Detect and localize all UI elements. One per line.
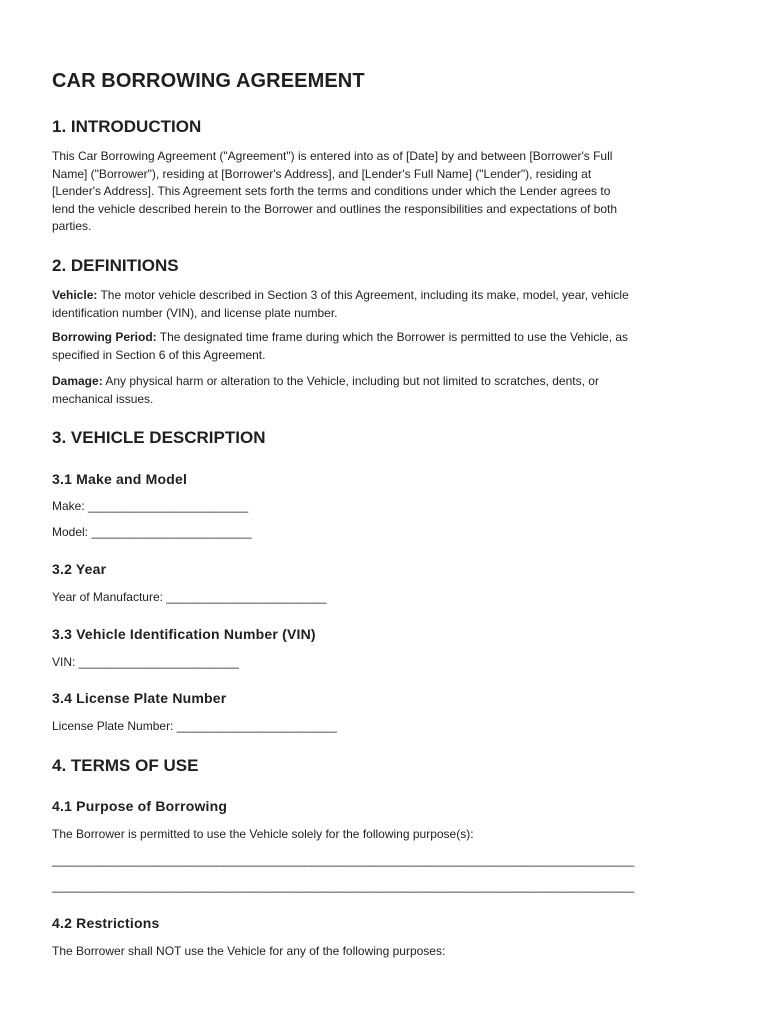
year-field[interactable]: Year of Manufacture: ________________________ xyxy=(52,590,327,604)
definition-vehicle xyxy=(52,287,720,322)
definition-term: Vehicle: xyxy=(52,288,98,302)
definition-text: Any physical harm or alteration to the Vehicle, including but not limited to scratches, dents, or xyxy=(102,374,599,388)
definition-text: identification number (VIN), and license plate number. xyxy=(52,305,338,320)
restrictions-text: The Borrower shall NOT use the Vehicle for any of the following purposes: xyxy=(52,944,446,958)
subheading-license-plate: 3.4 License Plate Number xyxy=(52,690,227,706)
subheading-vin: 3.3 Vehicle Identification Number (VIN) xyxy=(52,626,316,642)
section-heading-introduction: 1. INTRODUCTION xyxy=(52,117,202,136)
section-heading-vehicle-description: 3. VEHICLE DESCRIPTION xyxy=(52,428,266,447)
definition-damage xyxy=(52,373,720,408)
section-heading-definitions: 2. DEFINITIONS xyxy=(52,256,179,275)
purpose-blank-line[interactable]: ____________________________________________________________________________________________ xyxy=(52,879,634,893)
introduction-line: This Car Borrowing Agreement ("Agreement") is entered into as of [Date] by and between [Borrower's Full xyxy=(52,149,613,163)
introduction-line: lend the vehicle described herein to the Borrower and outlines the responsibilities and expectations of both xyxy=(52,201,618,216)
subheading-restrictions: 4.2 Restrictions xyxy=(52,915,160,931)
vin-field[interactable]: VIN: ________________________ xyxy=(52,655,239,669)
purpose-blank-line[interactable]: ____________________________________________________________________________________________ xyxy=(52,853,634,867)
license-plate-field[interactable]: License Plate Number: ________________________ xyxy=(52,719,337,733)
definition-term: Damage: xyxy=(52,374,103,388)
introduction-line: Name] ("Borrower"), residing at [Borrower's Address], and [Lender's Full Name] ("Lender"), residing at xyxy=(52,166,592,181)
make-field[interactable]: Make: ________________________ xyxy=(52,499,249,513)
definition-term: Borrowing Period: xyxy=(52,330,157,344)
purpose-text: The Borrower is permitted to use the Vehicle solely for the following purpose(s): xyxy=(52,827,474,841)
definition-text: The motor vehicle described in Section 3 of this Agreement, including its make, model, year, vehicle xyxy=(97,288,629,302)
section-heading-terms-of-use: 4. TERMS OF USE xyxy=(52,756,199,775)
subheading-make-and-model: 3.1 Make and Model xyxy=(52,471,188,487)
introduction-line: parties. xyxy=(52,219,92,233)
subheading-year: 3.2 Year xyxy=(52,561,107,577)
document-title: CAR BORROWING AGREEMENT xyxy=(52,70,365,92)
subheading-purpose: 4.1 Purpose of Borrowing xyxy=(52,798,228,814)
model-field[interactable]: Model: ________________________ xyxy=(52,525,252,539)
definition-text: The designated time frame during which the Borrower is permitted to use the Vehicle, as xyxy=(156,330,629,344)
definition-text: specified in Section 6 of this Agreement. xyxy=(52,347,266,362)
definition-borrowing-period xyxy=(52,329,720,364)
introduction-paragraph xyxy=(52,148,720,236)
introduction-line: [Lender's Address]. This Agreement sets forth the terms and conditions under which the Lender agrees to xyxy=(52,184,611,198)
definition-text: mechanical issues. xyxy=(52,391,154,406)
